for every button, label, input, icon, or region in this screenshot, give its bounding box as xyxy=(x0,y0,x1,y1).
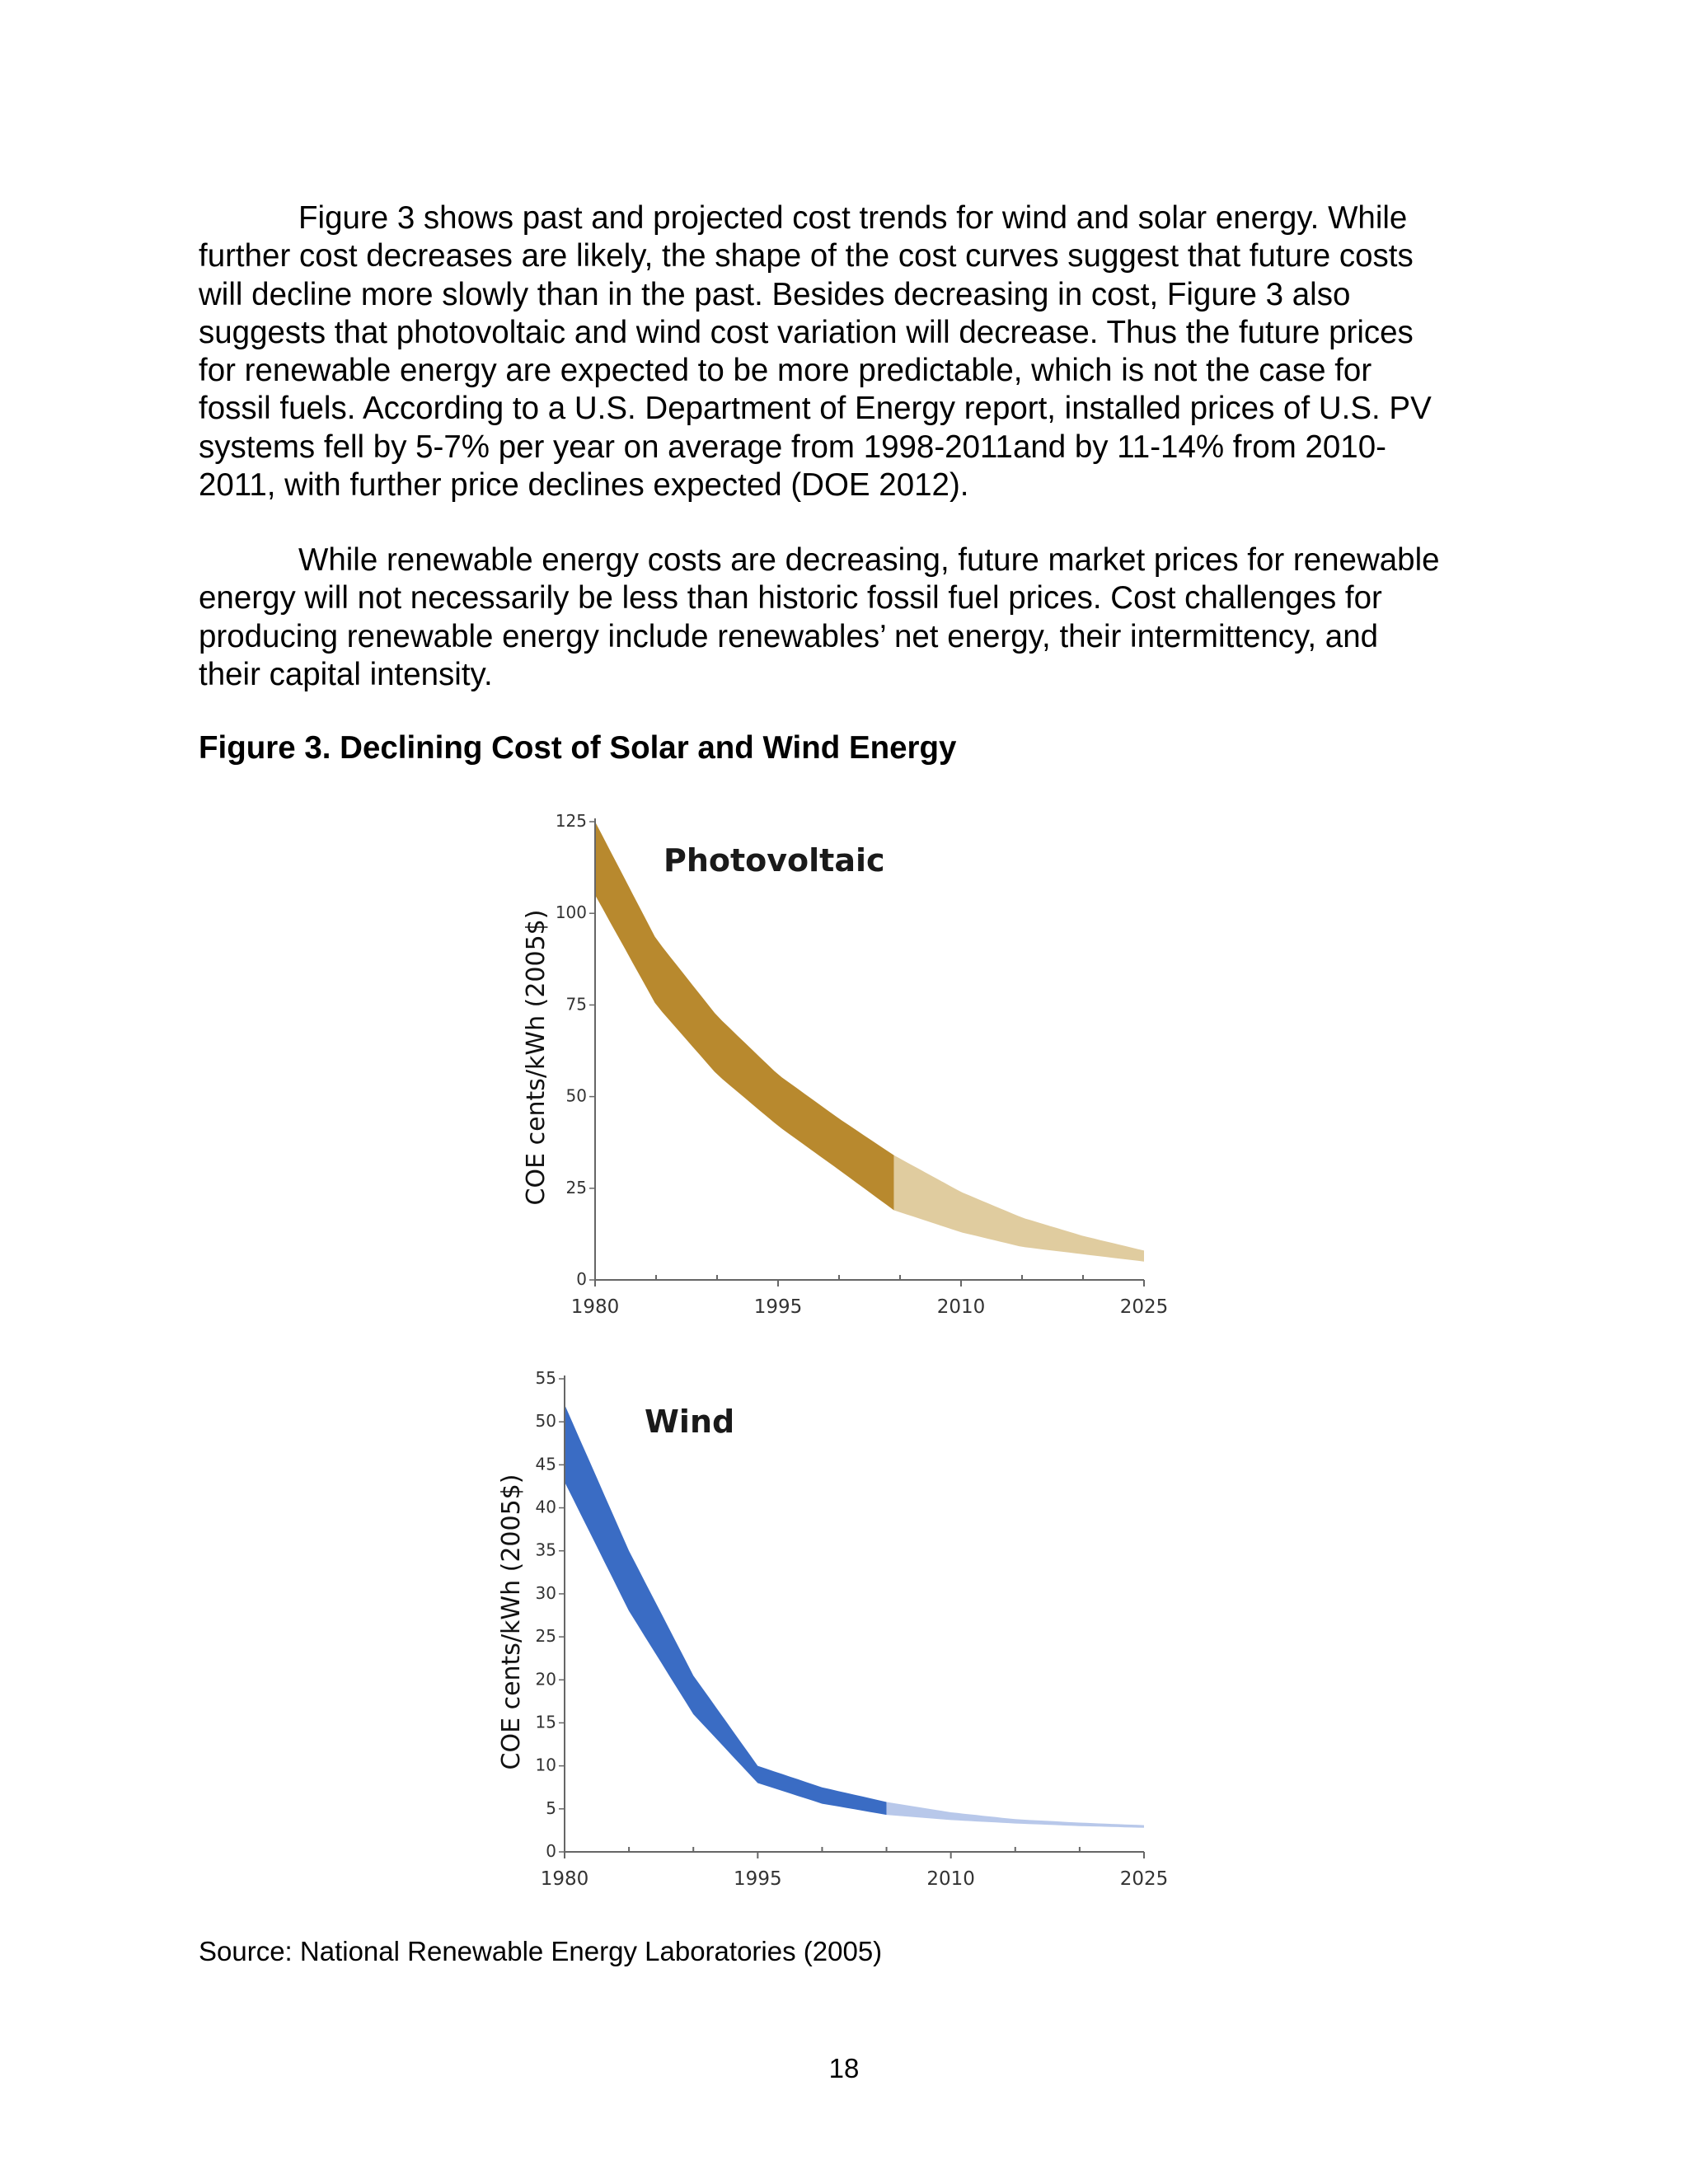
paragraph-line: producing renewable energy include renewables’ net energy, their intermittency, and xyxy=(199,618,1379,654)
x-tick-label: 1980 xyxy=(540,1868,589,1890)
x-tick-label: 1995 xyxy=(753,1296,803,1318)
paragraph-line: systems fell by 5-7% per year on average from 1998-2011and by 11-14% from 2010- xyxy=(199,429,1386,465)
paragraph-line: will decline more slowly than in the past. Besides decreasing in cost, Figure 3 also xyxy=(199,276,1351,312)
page-number: 18 xyxy=(828,2053,860,2083)
historical-cost-band xyxy=(595,822,894,1211)
paragraph-line: While renewable energy costs are decreasing, future market prices for renewable xyxy=(298,542,1440,578)
y-tick-label: 45 xyxy=(535,1454,556,1474)
y-tick-label: 0 xyxy=(546,1841,556,1861)
chart-title: Wind xyxy=(645,1404,735,1440)
y-tick-label: 50 xyxy=(535,1411,556,1432)
x-tick-label: 2010 xyxy=(926,1868,975,1890)
paragraph-line: fossil fuels. According to a U.S. Department of Energy report, installed prices of U.S. PV xyxy=(199,391,1432,427)
x-tick-label: 2010 xyxy=(936,1296,986,1318)
paragraph-line: suggests that photovoltaic and wind cost variation will decrease. Thus the future prices xyxy=(199,314,1414,350)
figure-caption: Figure 3. Declining Cost of Solar and Wind Energy xyxy=(199,730,957,766)
x-tick-label: 2025 xyxy=(1119,1868,1169,1890)
y-tick-label: 10 xyxy=(535,1755,556,1775)
x-tick-label: 1980 xyxy=(570,1296,620,1318)
historical-cost-band xyxy=(565,1404,887,1815)
photovoltaic-chart xyxy=(495,804,1187,1331)
paragraph-line: energy will not necessarily be less than historic fossil fuel prices. Cost challenges for xyxy=(199,580,1382,616)
x-tick-label: 1995 xyxy=(734,1868,782,1890)
paragraph-line: Figure 3 shows past and projected cost trends for wind and solar energy. While xyxy=(298,200,1408,236)
paragraph-line: their capital intensity. xyxy=(199,656,493,692)
y-tick-label: 125 xyxy=(555,811,587,831)
y-tick-label: 25 xyxy=(535,1626,556,1647)
y-tick-label: 40 xyxy=(535,1497,556,1517)
y-tick-label: 35 xyxy=(535,1540,556,1560)
paragraph-2 xyxy=(199,541,1517,694)
y-tick-label: 25 xyxy=(565,1177,587,1197)
chart-title: Photovoltaic xyxy=(663,842,885,879)
y-tick-label: 15 xyxy=(535,1712,556,1732)
projected-cost-band xyxy=(887,1802,1144,1828)
y-tick-label: 50 xyxy=(565,1085,587,1106)
x-tick-label: 2025 xyxy=(1119,1296,1169,1318)
y-axis-label: COE cents/kWh (2005$) xyxy=(497,1474,526,1770)
projected-cost-band xyxy=(894,1155,1144,1262)
y-tick-label: 20 xyxy=(535,1669,556,1690)
wind-chart xyxy=(486,1364,1187,1908)
paragraph-line: further cost decreases are likely, the shape of the cost curves suggest that future costs xyxy=(199,238,1414,274)
y-tick-label: 100 xyxy=(555,902,587,923)
paragraph-1 xyxy=(199,199,1517,504)
source-note: Source: National Renewable Energy Laboratories (2005) xyxy=(199,1936,883,1966)
y-tick-label: 0 xyxy=(576,1269,587,1289)
paragraph-line: 2011, with further price declines expected (DOE 2012). xyxy=(199,467,969,504)
paragraph-line: for renewable energy are expected to be more predictable, which is not the case for xyxy=(199,353,1372,389)
y-axis-label: COE cents/kWh (2005$) xyxy=(522,909,551,1206)
y-tick-label: 75 xyxy=(565,994,587,1015)
y-tick-label: 30 xyxy=(535,1582,556,1603)
y-tick-label: 55 xyxy=(535,1368,556,1388)
y-tick-label: 5 xyxy=(546,1797,556,1818)
